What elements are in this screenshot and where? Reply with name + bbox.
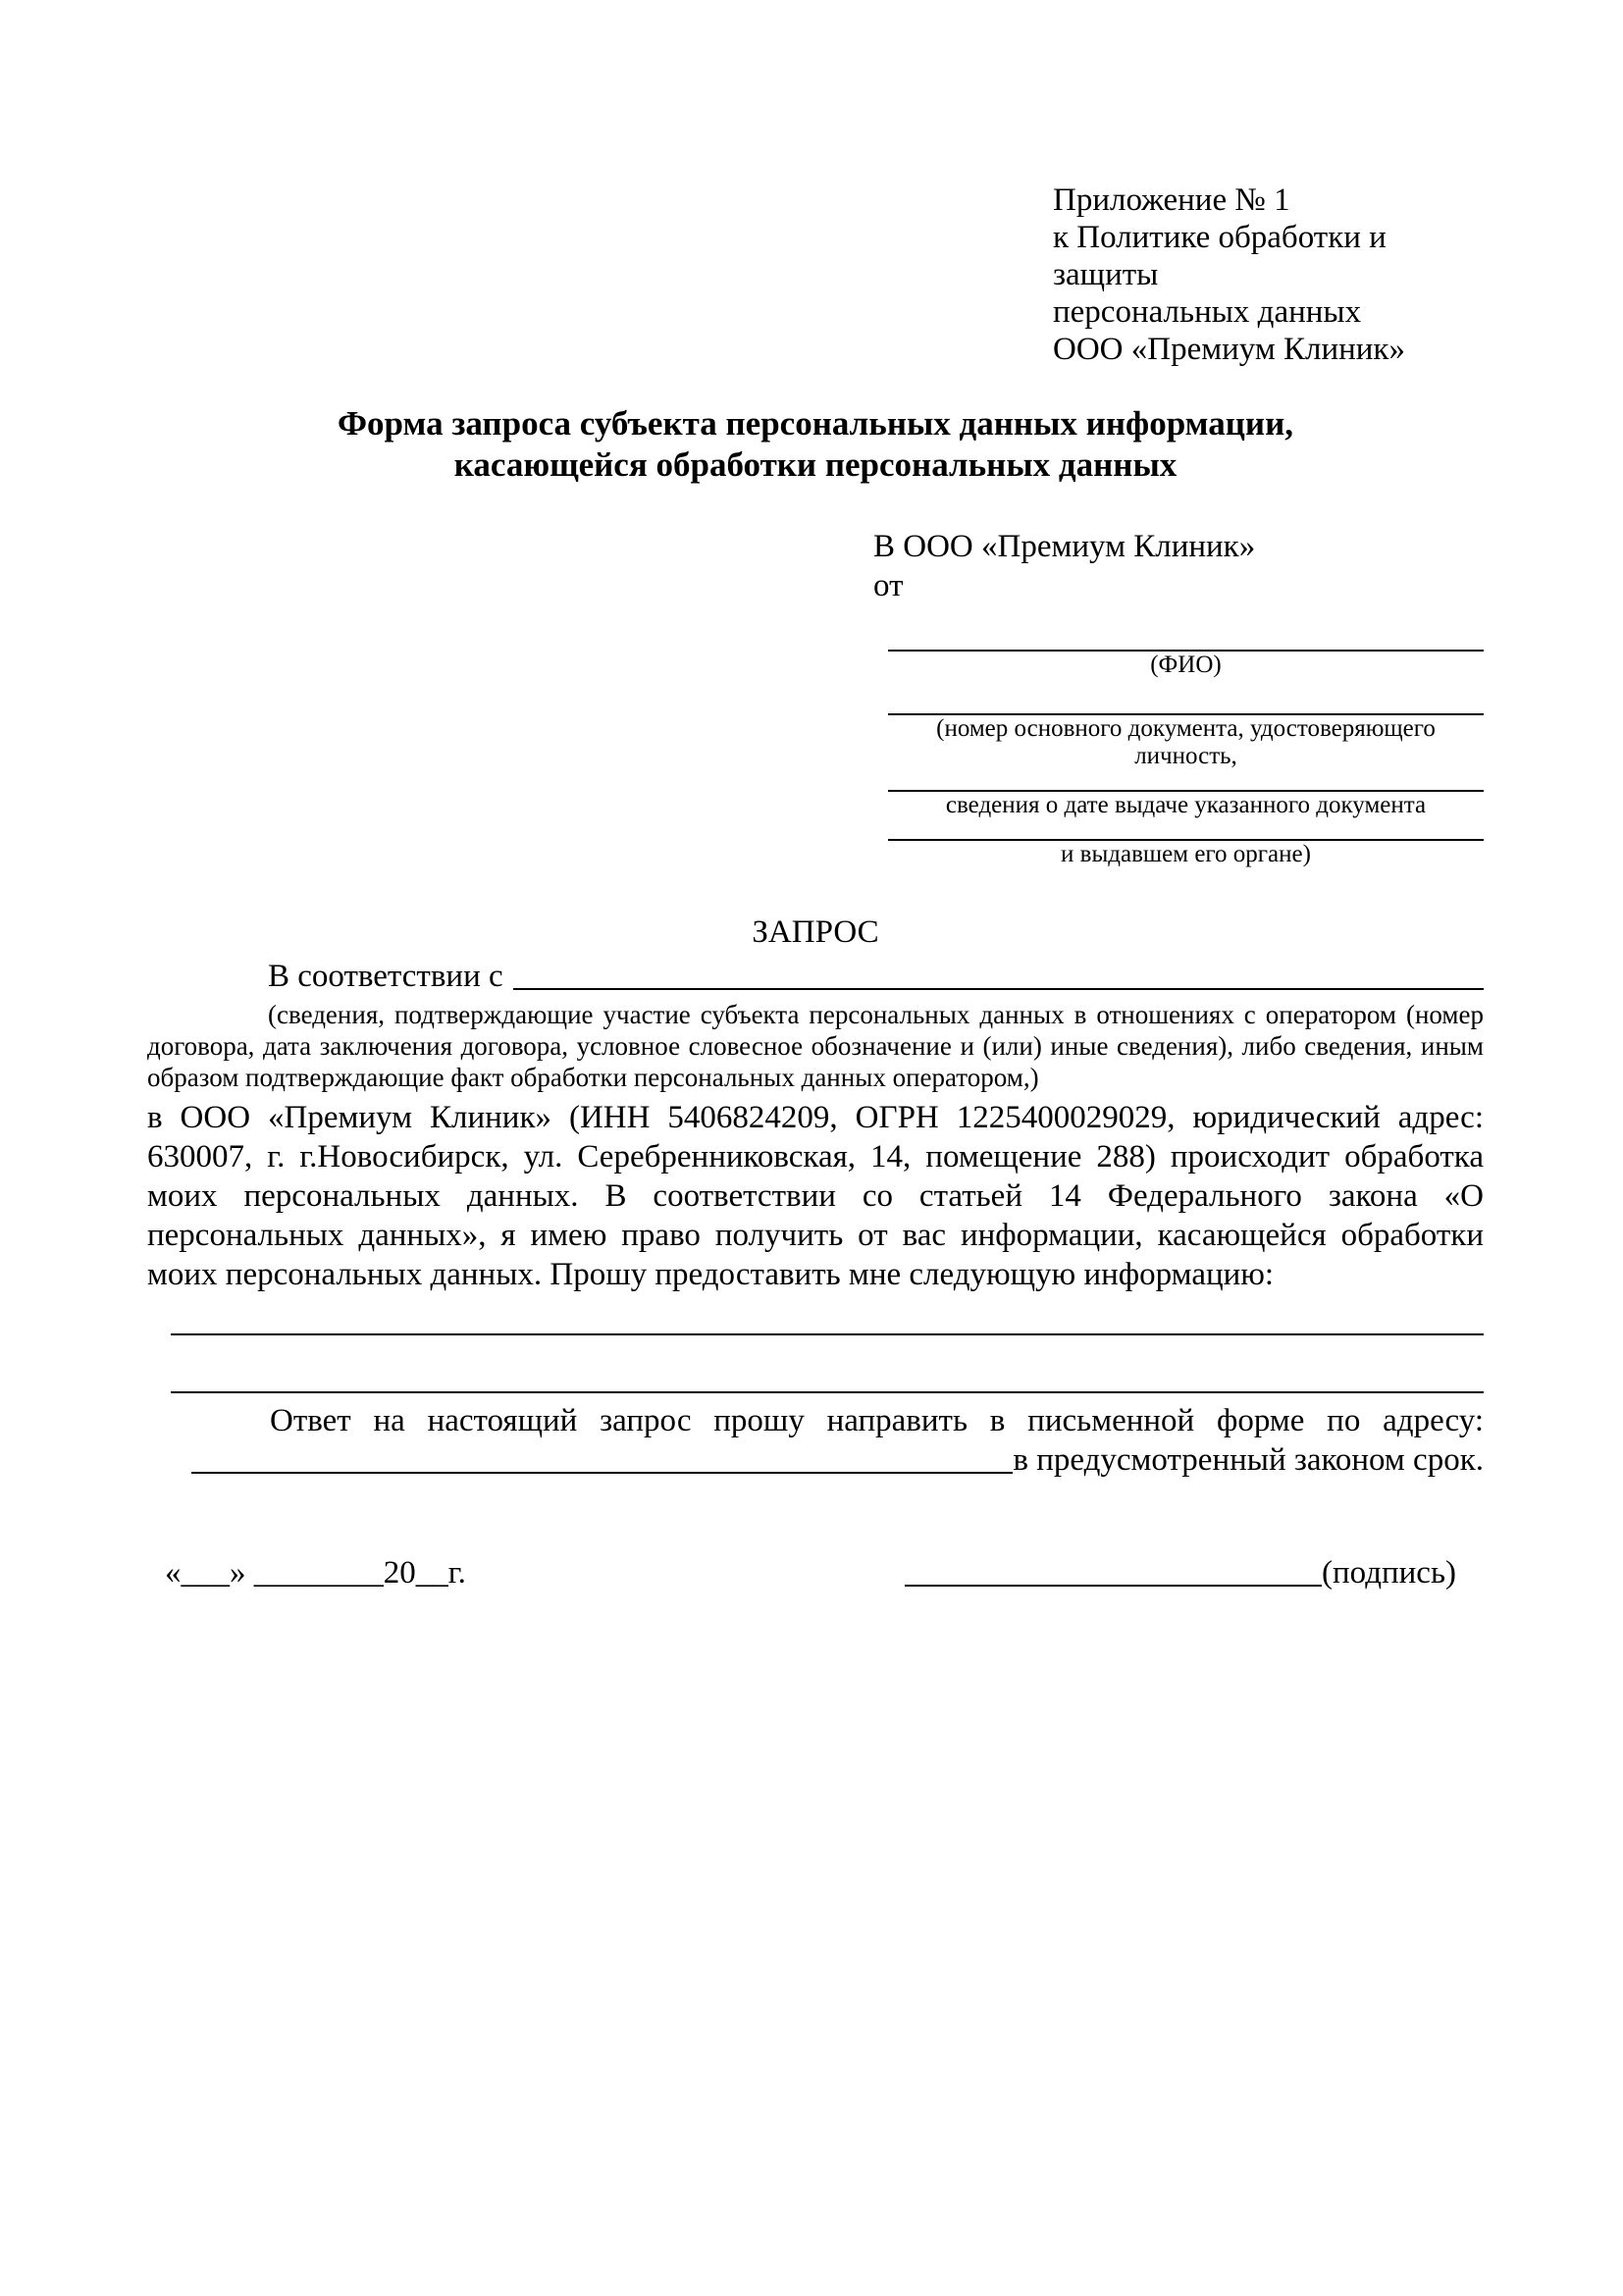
document-number-field [873, 713, 1484, 770]
issuing-authority-field [873, 839, 1484, 868]
answer-suffix: в предусмотренный законом срок. [1013, 1442, 1484, 1478]
appendix-line-1: Приложение № 1 [1053, 183, 1290, 218]
body-paragraph: в ООО «Премиум Клиник» (ИНН 5406824209, ОГРН 1225400029029, юридический адрес: 630007, г. г.Новосибирск, ул. Серебренниковская, 14, помещение 288) происходит обработка моих персональных данных. В соответствии со статьей 14 Федерального закона «О персональных данных», я имею право получить от вас информации, касающейся обработки моих персональных данных. Прошу предоставить мне следующую информацию: [147, 1100, 1484, 1292]
accordance-note: (сведения, подтверждающие участие субъекта персональных данных в отношениях с оператором (номер договора, дата заключения договора, условное словесное обозначение и (или) иные сведения), либо сведения, иным образом подтверждающие факт обработки персональных данных оператором,) [147, 1000, 1484, 1092]
info-blank-line-1 [171, 1333, 1484, 1335]
date-signature-row [147, 1553, 1484, 1592]
signature-caption: (подпись) [1322, 1555, 1456, 1591]
address-row [147, 1440, 1484, 1480]
signature-area [905, 1553, 1456, 1592]
fio-field [873, 650, 1484, 679]
addressee-from: от [873, 568, 904, 603]
signature-blank-line [905, 1553, 1322, 1587]
accordance-row [147, 957, 1484, 996]
issue-date-field [873, 790, 1484, 819]
accordance-blank-line [513, 957, 1484, 990]
answer-sentence: Ответ на настоящий запрос прошу направить в письменной форме по адресу: [270, 1403, 1484, 1438]
request-heading: ЗАПРОС [752, 914, 879, 950]
address-blank-line [191, 1440, 1013, 1474]
issue-date-caption: сведения о дате выдаче указанного документа [945, 792, 1427, 818]
accordance-prefix: В соответствии с [268, 959, 503, 994]
appendix-line-3: персональных данных [1053, 294, 1362, 330]
issuing-authority-caption: и выдавшем его органе) [1061, 841, 1311, 867]
fio-caption: (ФИО) [1150, 652, 1222, 678]
document-title-line-1: Форма запроса субъекта персональных данных информации, [337, 404, 1294, 443]
addressee-block [873, 527, 1484, 868]
info-blank-line-2 [171, 1391, 1484, 1393]
appendix-block [1053, 182, 1484, 368]
addressee-to: В ООО «Премиум Клиник» [873, 529, 1256, 564]
appendix-line-4: ООО «Премиум Клиник» [1053, 332, 1405, 367]
document-title [147, 403, 1484, 486]
document-number-caption: (номер основного документа, удостоверяющего личность, [936, 715, 1436, 769]
date-placeholder: «___» ________20__г. [165, 1555, 466, 1591]
appendix-line-2: к Политике обработки и защиты [1053, 220, 1387, 292]
document-title-line-2: касающейся обработки персональных данных [453, 445, 1178, 484]
